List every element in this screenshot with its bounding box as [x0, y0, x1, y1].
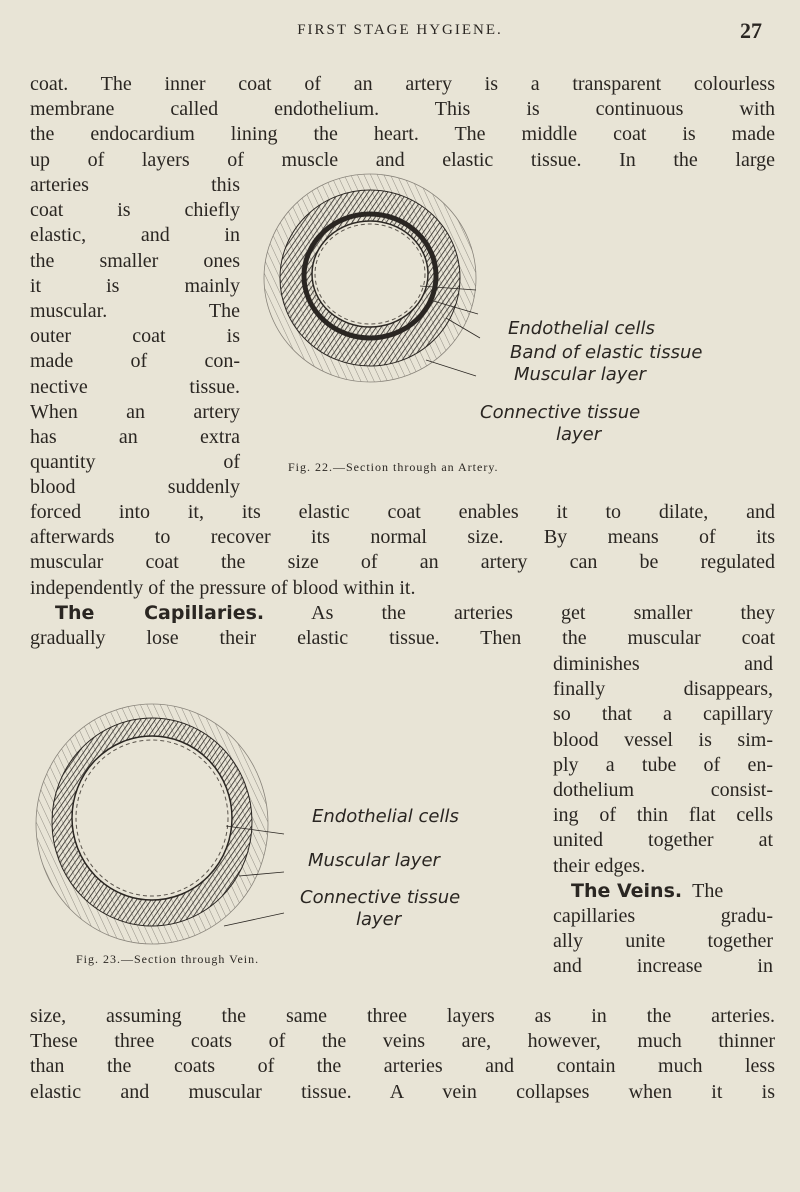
text-fragment: As the arteries get smaller they — [311, 602, 775, 624]
text-line: quantity of — [30, 451, 240, 474]
page-number: 27 — [740, 18, 762, 43]
label-muscular-layer: Muscular layer — [514, 364, 646, 385]
label-connective-tissue: Connective tissue — [300, 887, 461, 908]
text-line: outer coat is — [30, 325, 240, 348]
capillaries-right-column — [553, 652, 773, 980]
label-connective-tissue: Connective tissue — [480, 402, 641, 423]
text-line: their edges. — [553, 854, 646, 877]
paragraph-arteries-narrow — [30, 173, 240, 501]
text-line — [553, 879, 773, 904]
running-title: FIRST STAGE HYGIENE. — [297, 22, 503, 38]
running-head — [30, 14, 770, 44]
figure-artery-section — [248, 168, 508, 408]
text-line: so that a capillary — [553, 703, 773, 726]
text-line: up of layers of muscle and elastic tissue. In the large — [30, 148, 775, 171]
text-line: capillaries gradu- — [553, 905, 773, 928]
paragraph-veins-continued — [30, 1004, 775, 1105]
text-line: arteries this — [30, 174, 240, 196]
text-line: ply a tube of en- — [553, 753, 773, 776]
label-endothelial-cells: Endothelial cells — [508, 318, 655, 339]
text-line — [30, 601, 775, 626]
text-line: blood suddenly — [30, 476, 240, 499]
text-line: blood vessel is sim- — [553, 728, 773, 751]
text-line: muscular coat the size of an artery can be regulated — [30, 551, 775, 574]
text-line: than the coats of the arteries and contain much less — [30, 1055, 775, 1078]
text-line: muscular. The — [30, 300, 240, 323]
text-line: size, assuming the same three layers as in the arteries. — [30, 1005, 775, 1027]
label-muscular-layer: Muscular layer — [308, 850, 440, 871]
text-line: gradually lose their elastic tissue. Then the muscular coat — [30, 627, 775, 650]
text-fragment: The — [692, 879, 724, 902]
label-elastic-band: Band of elastic tissue — [510, 342, 703, 363]
text-line: made of con- — [30, 350, 240, 373]
text-line: has an extra — [30, 426, 240, 449]
text-line: and increase in — [553, 955, 773, 978]
label-endothelial-cells: Endothelial cells — [312, 806, 459, 827]
text-line: independently of the pressure of blood within it. — [30, 576, 416, 599]
veins-heading: The Veins. — [571, 879, 683, 902]
text-line: it is mainly — [30, 274, 240, 297]
text-line: afterwards to recover its normal size. By means of its — [30, 526, 775, 549]
text-line: diminishes and — [553, 653, 773, 675]
text-line: the endocardium lining the heart. The middle coat is made — [30, 123, 775, 146]
paragraph-capillaries — [30, 601, 775, 651]
capillaries-heading: The Capillaries. — [55, 602, 265, 624]
text-line: membrane called endothelium. This is continuous with — [30, 98, 775, 121]
artery-cross-section-illustration — [248, 168, 508, 408]
text-line: coat is chiefly — [30, 199, 240, 222]
figure-23-caption: Fig. 23.—Section through Vein. — [76, 952, 260, 966]
text-line: When an artery — [30, 400, 240, 423]
text-line: These three coats of the veins are, however, much thinner — [30, 1030, 775, 1053]
label-connective-layer: layer — [356, 909, 402, 930]
text-line: ally unite together — [553, 930, 773, 953]
text-line: elastic, and in — [30, 224, 240, 247]
text-line: finally disappears, — [553, 678, 773, 701]
text-line: elastic and muscular tissue. A vein collapses when it is — [30, 1080, 775, 1103]
text-line: nective tissue. — [30, 375, 240, 398]
text-line: united together at — [553, 829, 773, 852]
label-connective-layer: layer — [556, 424, 602, 445]
paragraph-arteries-continued — [30, 500, 775, 601]
text-line: dothelium consist- — [553, 779, 773, 802]
paragraph-arteries-intro — [30, 72, 775, 173]
text-line: coat. The inner coat of an artery is a transparent colourless — [30, 73, 775, 95]
text-line: forced into it, its elastic coat enables it to dilate, and — [30, 501, 775, 523]
figure-22-caption: Fig. 22.—Section through an Artery. — [288, 460, 499, 474]
text-line: ing of thin flat cells — [553, 804, 773, 827]
text-line: the smaller ones — [30, 249, 240, 272]
